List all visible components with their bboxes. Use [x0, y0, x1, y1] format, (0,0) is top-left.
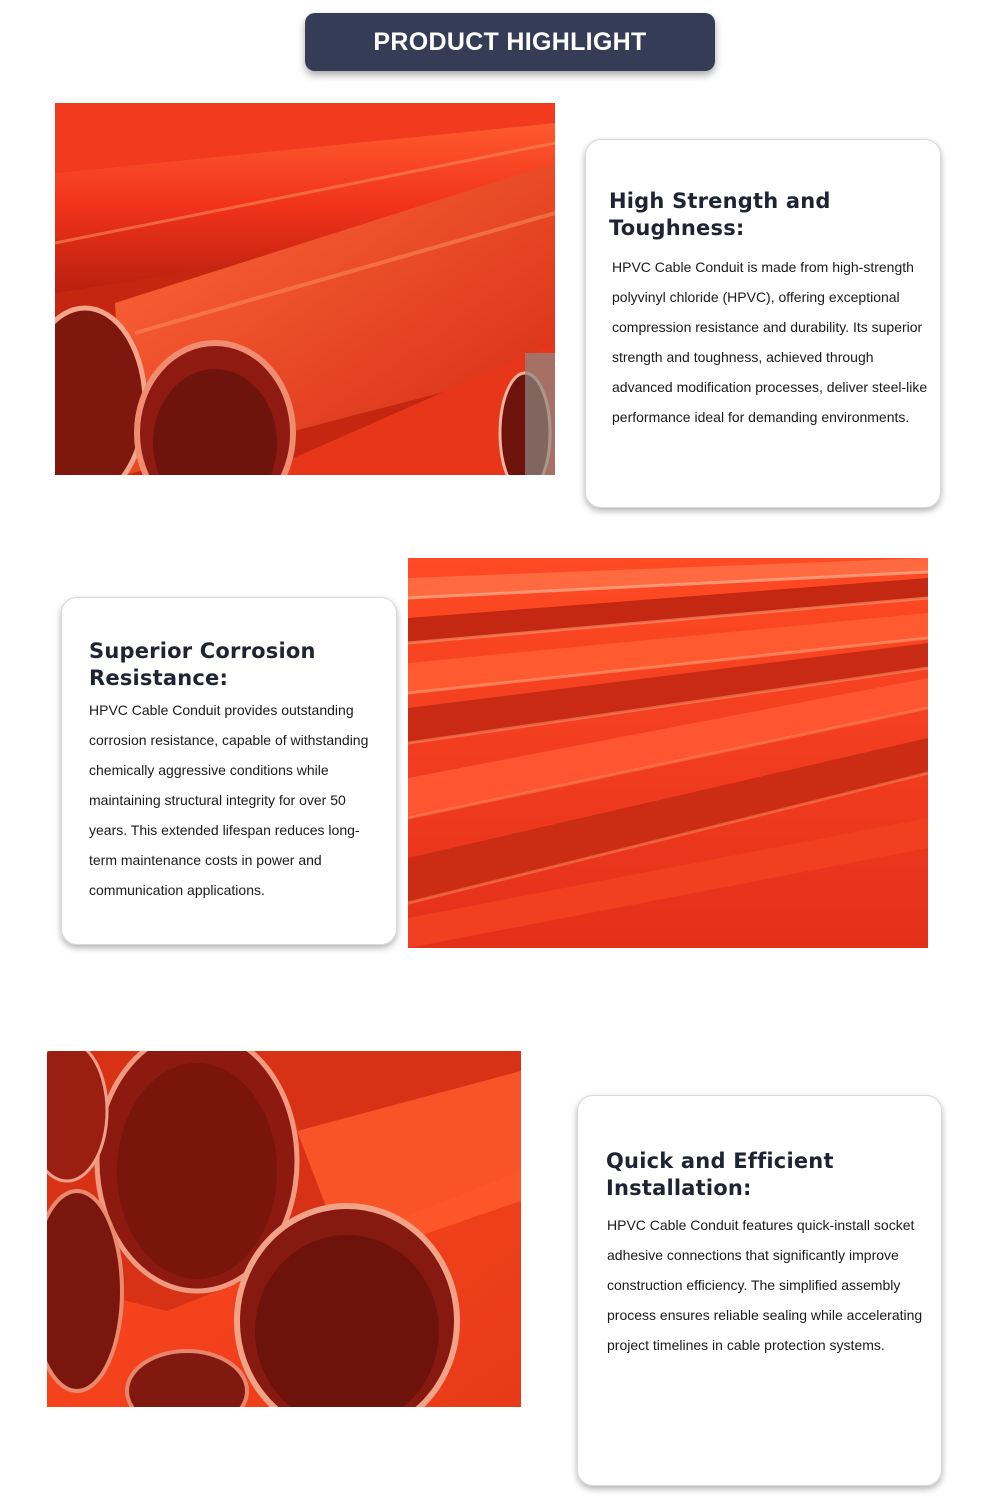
feature-card-installation	[577, 1095, 942, 1486]
banner-title: PRODUCT HIGHLIGHT	[373, 27, 647, 56]
feature-description: HPVC Cable Conduit provides outstanding corrosion resistance, capable of withstanding chemically aggressive conditions while maintaining structural integrity for over 50 years. This extended lifespan reduces long-term maintenance costs in power and communication applications.	[89, 702, 369, 898]
red-conduit-pipes-image	[55, 103, 555, 475]
feature-3-photo	[47, 1051, 521, 1407]
red-conduit-pipes-image	[47, 1051, 521, 1407]
feature-card-strength	[585, 139, 941, 508]
feature-description: HPVC Cable Conduit features quick-install socket adhesive connections that significantly improve construction efficiency. The simplified assembly process ensures reliable sealing while accelerating project timelines in cable protection systems.	[607, 1217, 923, 1353]
feature-description: HPVC Cable Conduit is made from high-strength polyvinyl chloride (HPVC), offering exceptional compression resistance and durability. Its superior strength and toughness, achieved through advanced modification processes, deliver steel-like performance ideal for demanding environments.	[612, 259, 928, 425]
product-highlight-banner	[305, 13, 715, 71]
red-conduit-pipes-image	[408, 558, 928, 948]
feature-card-corrosion	[61, 597, 397, 945]
feature-1-photo	[55, 103, 555, 475]
feature-title: Superior Corrosion Resistance:	[89, 639, 316, 690]
feature-2-photo	[408, 558, 928, 948]
feature-title: High Strength and Toughness:	[609, 189, 831, 240]
feature-title: Quick and Efficient Installation:	[606, 1149, 834, 1200]
